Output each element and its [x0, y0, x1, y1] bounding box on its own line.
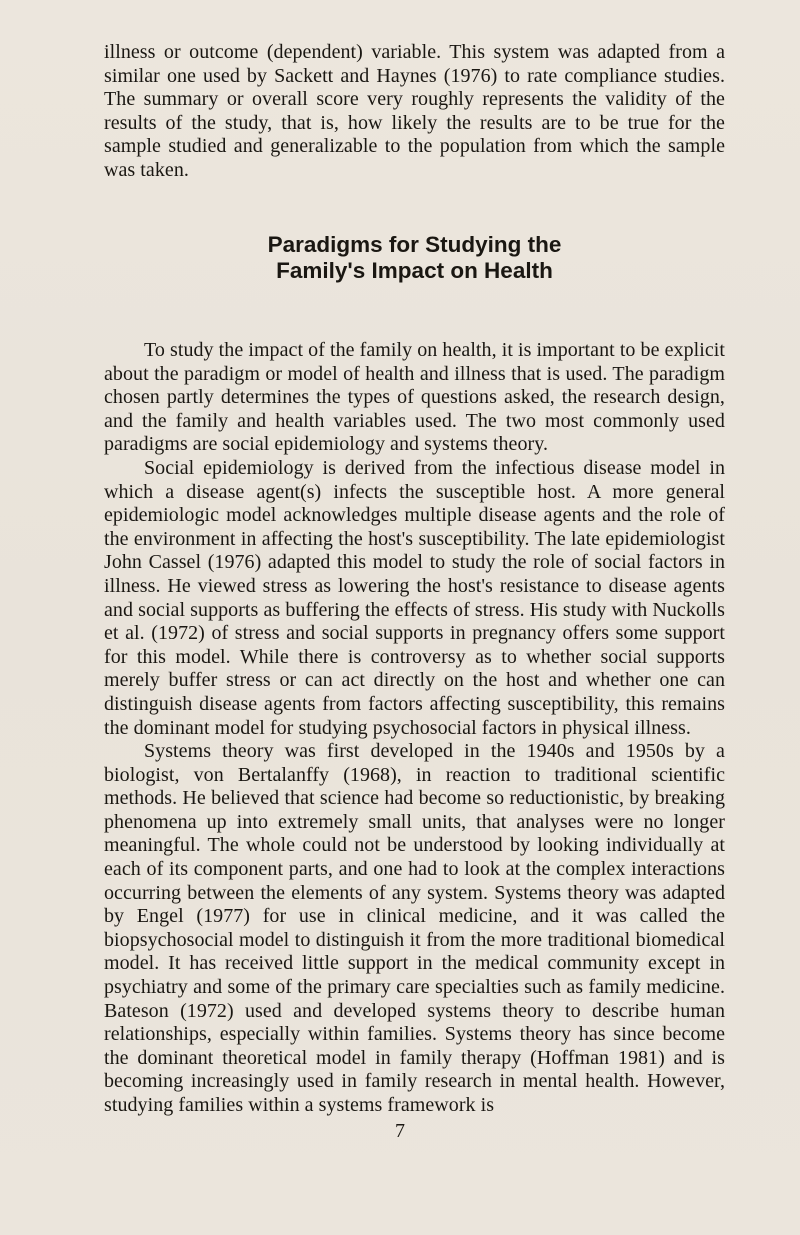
page-number: 7 — [395, 1120, 405, 1142]
section-heading — [104, 232, 725, 284]
section-heading-line-1: Paradigms for Studying the — [267, 232, 562, 257]
paragraph-paradigm: To study the impact of the family on health, it is important to be explicit about the paradigm or model of health and illness that is used. The paradigm chosen partly determines the types of questions asked, the research design, and the family and health variables used. The two most commonly used paradigms are social epidemiology and systems theory. — [104, 339, 725, 456]
paragraph-social-epidemiology: Social epidemiology is derived from the infectious disease model in which a disease agent(s) infects the susceptible host. A more general epidemiologic model acknowledges multiple disease agents and the role of the environment in affecting the host's susceptibility. The late epidemiologist John Cassel (1976) adapted this model to study the role of social factors in illness. He viewed stress as lowering the host's resistance to disease agents and social supports as buffering the effects of stress. His study with Nuckolls et al. (1972) of stress and social supports in pregnancy offers some support for this model. While there is controversy as to whether social supports merely buffer stress or can act directly on the host and whether one can distinguish disease agents from factors affecting susceptibility, this remains the dominant model for studying psychosocial factors in physical illness. — [104, 456, 725, 739]
intro-paragraph: illness or outcome (dependent) variable. This system was adapted from a similar one used by Sackett and Haynes (1976) to rate compliance studies. The summary or overall score very roughly represents the validity of the results of the study, that is, how likely the results are to be true for the sample studied and generalizable to the population from which the sample was taken. — [104, 41, 725, 181]
section-heading-line-2: Family's Impact on Health — [276, 258, 553, 283]
section-body — [104, 339, 725, 1118]
paragraph-systems-theory: Systems theory was first developed in the 1940s and 1950s by a biologist, von Bertalanffy (1968), in reaction to traditional scientific methods. He believed that science had become so reductionistic, by breaking phenomena up into extremely small units, that analyses were no longer meaningful. The whole could not be understood by looking individually at each of its component parts, and one had to look at the complex interactions occurring between the elements of any system. Systems theory was adapted by Engel (1977) for use in clinical medicine, and it was called the biopsychosocial model to distinguish it from the more traditional biomedical model. It has received little support in the medical community except in psychiatry and some of the primary care specialties such as family medicine. Bateson (1972) used and developed systems theory to describe human relationships, especially within families. Systems theory has since become the dominant theoretical model in family therapy (Hoffman 1981) and is becoming increasingly used in family research in mental health. However, studying families within a systems framework is — [104, 740, 725, 1116]
